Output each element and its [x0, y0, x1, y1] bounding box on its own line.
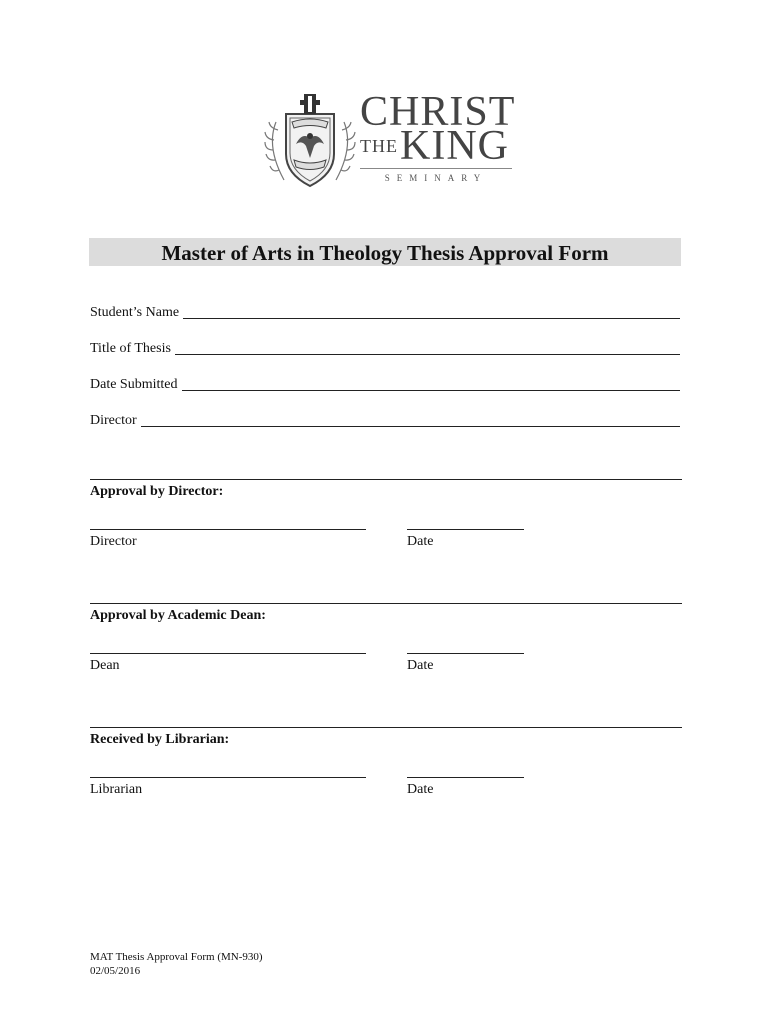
thesis-title-field[interactable] — [90, 336, 680, 358]
form-footer — [90, 950, 263, 978]
director-date-label: Date — [407, 534, 434, 549]
seminary-crest-icon — [262, 92, 358, 192]
section-divider — [90, 479, 682, 480]
dean-signature-line[interactable] — [90, 653, 366, 654]
director-label: Director — [90, 413, 137, 428]
title-bar — [89, 238, 681, 266]
director-signature-line[interactable] — [90, 529, 366, 530]
date-submitted-label: Date Submitted — [90, 377, 178, 392]
dean-approval-heading: Approval by Academic Dean: — [90, 608, 266, 623]
form-id: MAT Thesis Approval Form (MN-930) — [90, 951, 263, 963]
wordmark-the: THE — [360, 136, 398, 156]
director-approval-heading: Approval by Director: — [90, 484, 224, 499]
dean-date-line[interactable] — [407, 653, 524, 654]
librarian-signature-label: Librarian — [90, 782, 143, 797]
date-submitted-input[interactable] — [182, 376, 681, 391]
thesis-title-label: Title of Thesis — [90, 341, 171, 356]
librarian-received-heading: Received by Librarian: — [90, 732, 230, 747]
thesis-title-input[interactable] — [175, 340, 680, 355]
wordmark-christ: CHRIST — [360, 89, 516, 135]
section-divider — [90, 603, 682, 604]
student-name-field[interactable] — [90, 300, 680, 322]
student-name-label: Student’s Name — [90, 305, 180, 320]
dean-date-label: Date — [407, 658, 434, 673]
director-date-line[interactable] — [407, 529, 524, 530]
wordmark-seminary: SEMINARY — [360, 168, 512, 183]
librarian-date-label: Date — [407, 782, 434, 797]
seminary-logo — [262, 89, 516, 192]
date-submitted-field[interactable] — [90, 372, 680, 394]
dean-signature-label: Dean — [90, 658, 120, 673]
director-signature-label: Director — [90, 534, 137, 549]
page-title: Master of Arts in Theology Thesis Approval Form — [161, 241, 609, 265]
section-divider — [90, 727, 682, 728]
form-revision-date: 02/05/2016 — [90, 965, 141, 977]
librarian-date-line[interactable] — [407, 777, 524, 778]
librarian-signature-line[interactable] — [90, 777, 366, 778]
student-name-input[interactable] — [183, 304, 680, 319]
director-input[interactable] — [141, 412, 680, 427]
director-field[interactable] — [90, 408, 680, 430]
wordmark-king: KING — [400, 123, 509, 169]
seminary-wordmark — [360, 89, 516, 192]
